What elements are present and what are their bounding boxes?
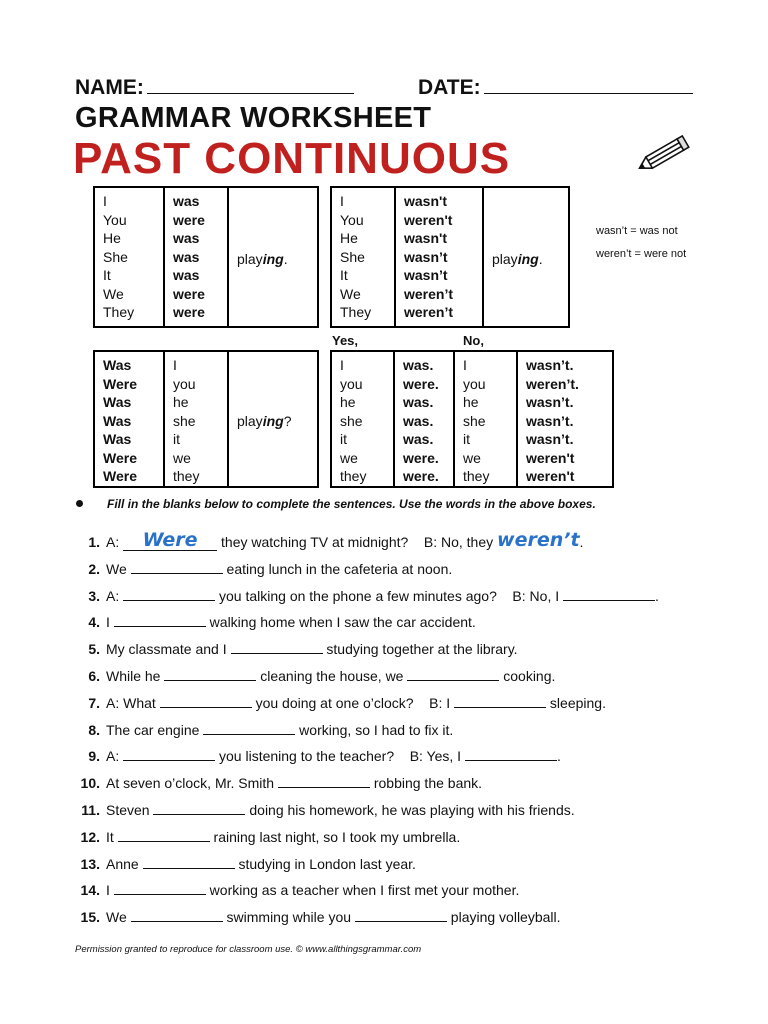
name-blank[interactable]	[147, 93, 354, 94]
answer-blank[interactable]	[123, 600, 215, 601]
verb: weren't	[526, 449, 575, 466]
contraction-note: weren’t = were not	[596, 248, 687, 260]
answer-blank[interactable]	[153, 814, 245, 815]
verb: was.	[403, 394, 434, 410]
answer-blank[interactable]	[123, 760, 215, 761]
verb: Was	[103, 412, 132, 429]
handwritten-answer: Were	[142, 529, 198, 551]
ing-verb: play	[237, 412, 263, 429]
sentence-text: .	[579, 534, 584, 550]
question-number: 9.	[88, 748, 100, 765]
verb: was	[173, 248, 200, 265]
answer-blank[interactable]	[123, 529, 217, 551]
verb: was	[173, 267, 200, 283]
answer-blank[interactable]	[114, 626, 206, 627]
question-item	[70, 694, 606, 712]
answer-blank[interactable]	[143, 868, 235, 869]
answer-blank[interactable]	[465, 760, 557, 761]
pronoun: You	[103, 211, 127, 228]
ing-verb: play	[237, 250, 263, 267]
pronoun: I	[173, 357, 177, 373]
pronoun: I	[340, 193, 344, 209]
pronoun: they	[463, 468, 490, 484]
sentence-text: walking home when I saw the car accident.	[205, 614, 476, 631]
question-item	[70, 801, 575, 819]
sentence-text: Steven	[106, 802, 154, 818]
pronoun: You	[340, 211, 364, 228]
question-item	[70, 560, 452, 578]
verb: was.	[403, 357, 434, 373]
ing-punct: .	[283, 250, 288, 267]
pronoun: they	[173, 468, 200, 484]
verb: Were	[103, 449, 137, 466]
verb: were.	[403, 468, 439, 484]
verb: weren't	[404, 211, 453, 228]
question-item	[70, 774, 482, 792]
sentence-text: A:	[106, 534, 124, 550]
pronoun-column	[164, 351, 228, 487]
pencil-icon	[635, 130, 695, 178]
verb: wasn’t	[404, 267, 448, 283]
answer-blank[interactable]	[278, 787, 370, 788]
pronoun: We	[340, 285, 361, 302]
verb: were	[173, 285, 205, 302]
pronoun: you	[463, 375, 486, 392]
question-number: 8.	[88, 721, 100, 738]
ing-cell	[228, 351, 318, 487]
answer-blank[interactable]	[231, 653, 323, 654]
answer-blank[interactable]	[114, 894, 206, 895]
sentence-text: We	[106, 909, 131, 926]
verb: weren’t.	[526, 375, 579, 392]
verb-column	[395, 187, 483, 327]
verb-column	[164, 187, 228, 327]
sentence-text: working as a teacher when I first met your mother.	[205, 882, 520, 899]
pronoun: you	[173, 375, 196, 392]
sentence-text: they watching TV at midnight? B: No, they	[217, 534, 498, 550]
pronoun: He	[103, 230, 121, 246]
answer-blank[interactable]	[454, 707, 546, 708]
ing-verb: play	[492, 250, 518, 267]
question-number: 7.	[88, 694, 100, 711]
verb: Was	[103, 394, 132, 410]
pronoun: she	[463, 412, 486, 429]
pronoun: it	[463, 431, 470, 447]
question-item	[70, 908, 561, 926]
question-number: 2.	[88, 560, 100, 577]
question-number: 1.	[88, 534, 100, 550]
verb: weren’t	[404, 304, 454, 320]
sentence-text: eating lunch in the cafeteria at noon.	[222, 560, 453, 577]
answer-blank[interactable]	[131, 921, 223, 922]
sentence-text: robbing the bank.	[369, 775, 483, 792]
question-item	[70, 828, 460, 846]
instructions: Fill in the blanks below to complete the sentences. Use the words in the above boxes.	[107, 497, 596, 511]
ing-suffix: ing	[262, 250, 284, 267]
question-item	[70, 721, 453, 739]
verb: wasn't	[404, 193, 448, 209]
sentence-text: While he	[106, 668, 165, 684]
sentence-text: swimming while you	[222, 909, 355, 926]
verb: were.	[403, 449, 439, 466]
pronoun: She	[340, 248, 365, 265]
pronoun: we	[463, 449, 481, 466]
no-label: No,	[463, 333, 484, 348]
verb: was	[173, 230, 200, 246]
yes-verb-column	[394, 351, 454, 487]
pronoun: She	[103, 248, 128, 265]
question-item	[70, 640, 518, 658]
pronoun: they	[340, 468, 367, 484]
pronoun: we	[173, 449, 191, 466]
sentence-text: cleaning the house, we	[256, 668, 408, 684]
sentence-text: sleeping.	[546, 694, 606, 711]
ing-cell	[228, 187, 318, 327]
no-pronoun-column	[454, 351, 517, 487]
answer-blank[interactable]	[118, 841, 210, 842]
topic-title: PAST CONTINUOUS	[73, 134, 511, 183]
question-number: 5.	[88, 641, 100, 658]
sentence-text: It	[106, 828, 118, 845]
verb: wasn't	[404, 230, 448, 246]
bullet-icon	[76, 500, 83, 507]
sentence-text: doing his homework, he was playing with his friends.	[245, 802, 575, 818]
ing-suffix: ing	[262, 412, 284, 429]
pronoun-column	[94, 187, 164, 327]
question-number: 11.	[81, 802, 100, 818]
sentence-text: raining last night, so I took my umbrella.	[209, 828, 461, 845]
pronoun-column	[331, 187, 395, 327]
sentence-text: Anne	[106, 855, 143, 872]
sentence-text: you listening to the teacher? B: Yes, I	[215, 748, 465, 765]
question-number: 13.	[80, 855, 100, 872]
pronoun: They	[340, 304, 372, 320]
answer-blank[interactable]	[131, 573, 223, 574]
verb: Were	[103, 468, 137, 484]
verb: were	[173, 211, 205, 228]
ing-suffix: ing	[517, 250, 539, 267]
verb: wasn’t.	[526, 357, 574, 373]
question-number: 14.	[80, 882, 100, 899]
sentence-text: My classmate and I	[106, 641, 231, 658]
verb: wasn’t.	[526, 431, 574, 447]
sentence-text: playing volleyball.	[446, 909, 561, 926]
question-item	[70, 747, 561, 765]
question-item	[70, 587, 659, 605]
pronoun: we	[340, 449, 358, 466]
question-number: 3.	[88, 587, 100, 604]
question-item	[70, 855, 416, 873]
sentence-text: studying in London last year.	[234, 855, 416, 872]
question-item	[70, 613, 476, 631]
answer-blank[interactable]	[407, 680, 499, 681]
sentence-text: you doing at one o’clock? B: I	[251, 694, 455, 711]
sentence-text: you talking on the phone a few minutes ago? B: No, I	[215, 587, 564, 604]
negative-table	[330, 186, 570, 328]
verb: Was	[103, 431, 132, 447]
question-number: 10.	[80, 775, 100, 792]
ing-cell	[483, 187, 569, 327]
verb: was.	[403, 412, 434, 429]
sentence-text: At seven o’clock, Mr. Smith	[106, 775, 278, 792]
pronoun: They	[103, 304, 135, 320]
pronoun: he	[463, 394, 479, 410]
sentence-text: A:	[106, 748, 124, 765]
verb-column	[94, 351, 164, 487]
sentence-text: We	[106, 560, 131, 577]
pronoun: I	[463, 357, 467, 373]
pronoun: it	[173, 431, 180, 447]
answer-blank[interactable]	[203, 734, 295, 735]
sentence-text: studying together at the library.	[322, 641, 518, 658]
sentence-text: I	[106, 882, 114, 899]
handwritten-answer: weren’t	[497, 529, 580, 551]
name-label: NAME:	[75, 76, 144, 99]
sentence-text: I	[106, 614, 114, 631]
verb: wasn’t.	[526, 394, 574, 410]
pronoun: he	[340, 394, 356, 410]
pronoun: it	[340, 431, 347, 447]
verb: were.	[403, 375, 439, 392]
verb: was	[173, 193, 200, 209]
pronoun: she	[340, 412, 363, 429]
pronoun: I	[103, 193, 107, 209]
verb: Were	[103, 375, 137, 392]
answer-blank[interactable]	[563, 600, 655, 601]
ing-punct: ?	[283, 412, 292, 429]
yes-label: Yes,	[332, 333, 359, 348]
worksheet-title: GRAMMAR WORKSHEET	[75, 102, 432, 134]
answer-blank[interactable]	[164, 680, 256, 681]
sentence-text: A: What	[106, 694, 160, 711]
question-number: 4.	[88, 614, 100, 631]
ing-punct: .	[538, 250, 543, 267]
sentence-text: .	[556, 748, 561, 765]
pronoun: It	[103, 267, 111, 283]
pronoun: she	[173, 412, 196, 429]
footer-credit: Permission granted to reproduce for classroom use. © www.allthingsgrammar.com	[75, 944, 422, 955]
sentence-text: A:	[106, 587, 124, 604]
verb: wasn’t.	[526, 412, 574, 429]
answer-blank[interactable]	[355, 921, 447, 922]
pronoun: It	[340, 267, 348, 283]
verb: weren't	[526, 468, 575, 484]
verb: Was	[103, 357, 132, 373]
pronoun: He	[340, 230, 358, 246]
question-number: 12.	[80, 828, 100, 845]
question-item	[70, 529, 584, 551]
verb: weren’t	[404, 285, 454, 302]
date-label: DATE:	[418, 76, 481, 99]
sentence-text: .	[655, 587, 659, 604]
pronoun: I	[340, 357, 344, 373]
sentence-text: working, so I had to fix it.	[295, 721, 454, 738]
verb: was.	[403, 431, 434, 447]
yes-pronoun-column	[331, 351, 394, 487]
pronoun: We	[103, 285, 124, 302]
answer-blank[interactable]	[497, 529, 580, 551]
sentence-text: cooking.	[499, 668, 556, 684]
verb: wasn’t	[404, 248, 448, 265]
question-item	[70, 881, 519, 899]
question-table	[93, 350, 319, 488]
affirmative-table	[93, 186, 319, 328]
verb: were	[173, 304, 205, 320]
question-number: 6.	[88, 668, 100, 684]
answer-blank[interactable]	[160, 707, 252, 708]
contraction-note: wasn’t = was not	[596, 225, 678, 237]
date-blank[interactable]	[484, 93, 693, 94]
pronoun: you	[340, 375, 363, 392]
pronoun: he	[173, 394, 189, 410]
no-verb-column	[517, 351, 613, 487]
question-item	[70, 667, 555, 685]
short-answer-table	[330, 350, 614, 488]
question-number: 15.	[80, 909, 100, 926]
sentence-text: The car engine	[106, 721, 204, 738]
